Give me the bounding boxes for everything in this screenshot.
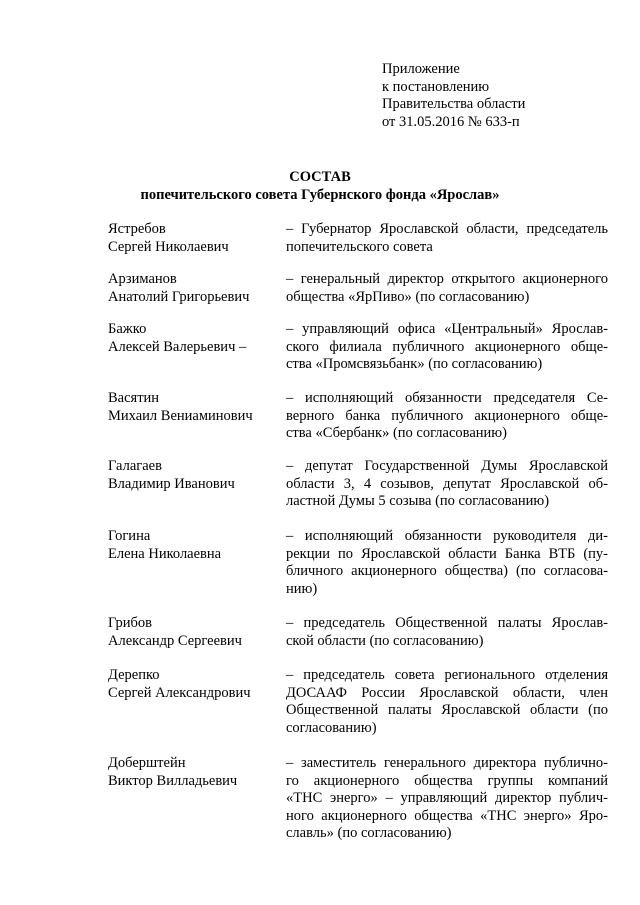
role-line: – Губернатор Ярославской области, председатель: [286, 221, 608, 237]
member-role: [286, 755, 608, 843]
role-line: – заместитель генерального директора публично-: [286, 755, 608, 771]
member-name: [108, 321, 278, 356]
role-line: согласованию): [286, 719, 377, 736]
member-name: [108, 221, 278, 256]
member-role: [286, 615, 608, 650]
role-line: ства «Сбербанк» (по согласованию): [286, 425, 507, 441]
role-line: – управляющий офиса «Центральный» Ярослав-: [286, 321, 608, 337]
member-given-names: Анатолий Григорьевич: [108, 288, 250, 305]
role-line: бличного акционерного общества) (по согласова-: [286, 563, 608, 579]
appendix-line: Приложение: [382, 61, 460, 77]
role-line: верного банка публичного акционерного обще-: [286, 407, 608, 424]
member-surname: Гогина: [108, 528, 151, 544]
member-role: [286, 221, 608, 256]
role-line: ластной Думы 5 созыва (по согласованию): [286, 493, 550, 509]
member-name: [108, 458, 278, 493]
role-line: нию): [286, 580, 318, 597]
role-line: «ТНС энерго» – управляющий директор публич-: [286, 790, 608, 806]
member-name: [108, 755, 278, 790]
role-line: рекции по Ярославской области Банка ВТБ (пу-: [286, 545, 608, 562]
member-surname: Бажко: [108, 321, 147, 337]
member-given-names: Елена Николаевна: [108, 545, 222, 562]
appendix-line: от 31.05.2016 № 633-п: [382, 113, 520, 130]
member-given-names: Александр Сергеевич: [108, 632, 242, 649]
role-line: го акционерного общества группы компаний: [286, 772, 608, 789]
member-surname: Грибов: [108, 615, 152, 631]
role-line: – исполняющий обязанности председателя Се-: [286, 390, 608, 406]
role-line: – депутат Государственной Думы Ярославской: [286, 458, 608, 474]
appendix-line: Правительства области: [382, 96, 526, 112]
role-line: ской области (по согласованию): [286, 632, 484, 649]
role-line: общества «ЯрПиво» (по согласованию): [286, 288, 530, 305]
role-line: области 3, 4 созывов, депутат Ярославской об-: [286, 475, 608, 492]
member-given-names: Сергей Николаевич: [108, 238, 229, 255]
member-name: [108, 615, 278, 650]
role-line: ства «Промсвязьбанк» (по согласованию): [286, 356, 543, 372]
member-role: [286, 528, 608, 598]
role-line: ского филиала публичного акционерного обще-: [286, 338, 608, 355]
role-line: ного акционерного общества «ТНС энерго» Яро-: [286, 807, 608, 824]
member-surname: Галагаев: [108, 458, 162, 474]
member-surname: Васятин: [108, 390, 160, 406]
member-role: [286, 321, 608, 374]
role-line: славль» (по согласованию): [286, 825, 452, 841]
role-line: – генеральный директор открытого акционерного: [286, 271, 608, 287]
document-title: СОСТАВ: [289, 169, 351, 185]
member-role: [286, 667, 608, 737]
member-role: [286, 271, 608, 306]
member-surname: Дерепко: [108, 667, 160, 683]
member-surname: Доберштейн: [108, 755, 186, 771]
role-line: – исполняющий обязанности руководителя ди-: [286, 528, 608, 544]
member-name: [108, 667, 278, 702]
role-line: – председатель совета регионального отделения: [286, 667, 608, 683]
appendix-line: к постановлению: [382, 78, 490, 95]
role-line: – председатель Общественной палаты Ярослав-: [286, 615, 608, 631]
member-given-names: Сергей Александрович: [108, 684, 251, 701]
member-given-names: Алексей Валерьевич –: [108, 338, 247, 355]
member-given-names: Виктор Вилладьевич: [108, 772, 238, 789]
member-name: [108, 271, 278, 306]
member-surname: Арзиманов: [108, 271, 177, 287]
member-role: [286, 458, 608, 511]
member-given-names: Владимир Иванович: [108, 475, 235, 492]
member-surname: Ястребов: [108, 221, 166, 237]
member-role: [286, 390, 608, 443]
member-given-names: Михаил Вениаминович: [108, 407, 253, 424]
role-line: ДОСААФ России Ярославской области, член: [286, 684, 608, 701]
document-subtitle: попечительского совета Губернского фонда «Ярослав»: [140, 187, 500, 203]
member-name: [108, 390, 278, 425]
role-line: Общественной палаты Ярославской области (по: [286, 702, 608, 718]
member-name: [108, 528, 278, 563]
role-line: попечительского совета: [286, 238, 433, 255]
appendix-block: [382, 61, 525, 131]
